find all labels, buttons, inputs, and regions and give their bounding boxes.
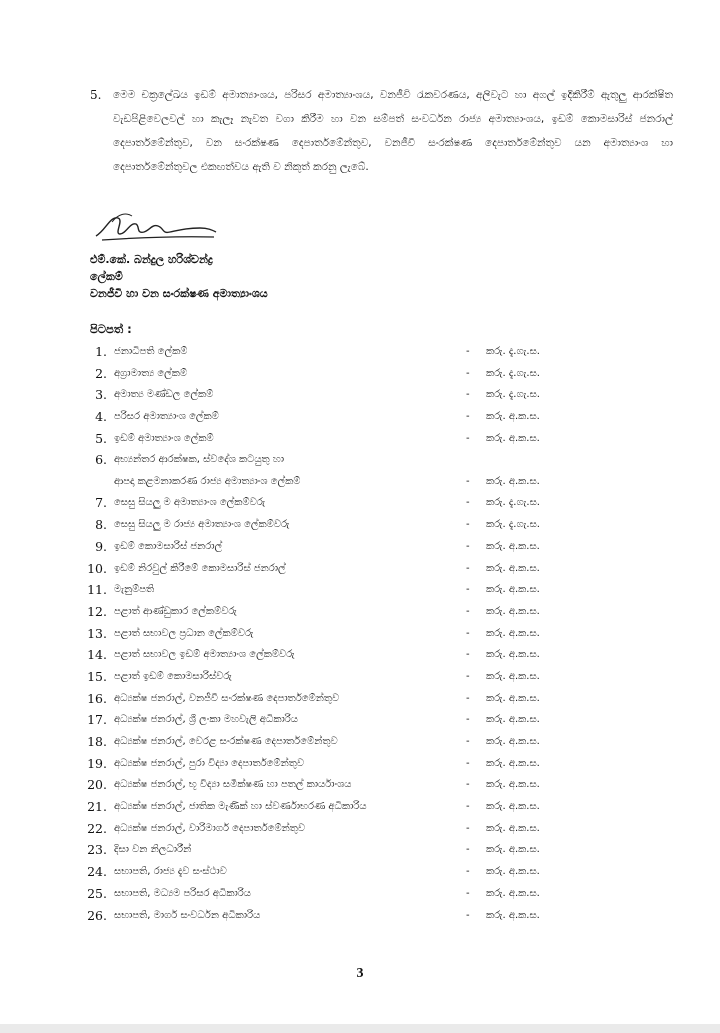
list-item: 2. අග්‍රාමාත්‍ය ලේකම් - කරු. දැ.ගැ.ස. bbox=[95, 365, 540, 381]
copies-list bbox=[84, 342, 604, 927]
list-item: 25. සභාපති, මධ්‍යම පරිසර අධිකාරිය - කරු. අ.ක.ස. bbox=[87, 885, 540, 901]
list-item: 22. අධ්‍යක්ෂ ජනරාල්, වාරිමාර්ග දෙපාර්තමේන්තුව - කරු. අ.ක.ස. bbox=[87, 820, 540, 836]
signature-block bbox=[90, 251, 268, 302]
signature-image bbox=[92, 210, 222, 246]
list-item: 10. ඉඩම් නිරවුල් කිරීමේ කොමසාරිස් ජනරාල් - කරු. අ.ක.ස. bbox=[87, 560, 540, 576]
signatory-name: එම්.කේ. බන්දුල හරිශ්චන්ද්‍ර bbox=[90, 253, 213, 266]
list-item: 15. පළාත් ඉඩම් කොමසාරිස්වරු - කරු. අ.ක.ස. bbox=[87, 668, 540, 684]
list-item: 9. ඉඩම් කොමසාරිස් ජනරාල් - කරු. අ.ක.ස. bbox=[95, 538, 540, 554]
list-item: 14. පළාත් සභාවල ඉඩම් අමාත්‍යාංශ ලේකම්වරු - කරු. අ.ක.ස. bbox=[87, 647, 540, 663]
list-item: 12. පළාත් ආණ්ඩුකාර ලේකම්වරු - කරු. අ.ක.ස. bbox=[87, 603, 540, 619]
paragraph-text: මෙම චක්‍රලේඛය ඉඩම් අමාත්‍යාංශය, පරිසර අමාත්‍යාංශය, වනජීවි රැකවරණය, අලිවැට හා අගල් ඉදිකිරීම් ඇතුලු ආරක්ෂිත වැඩපිළිවෙලවල් හා කැලෑ නැවත වගා කිරීම හා වන සම්පත් සංවර්ධන රාජ්‍ය අමාත්‍යාංශය, ඉඩම් කොමසාරිස් ජනරාල් දෙපාර්තමේන්තුව, වන සංරක්ෂණ දෙපාර්තමේන්තුව, වනජීවී සංරක්ෂණ දෙපාර්තමේන්තුව යන අමාත්‍යාංශ හා දෙපාර්තමේන්තුවල එකඟත්වය ඇති ව නිකුත් කරනු ලැබේ. bbox=[113, 89, 673, 173]
list-item: 8. සෙසු සියලු ම රාජ්‍ය අමාත්‍යාංශ ලේකම්වරු - කරු. දැ.ගැ.ස. bbox=[95, 517, 540, 533]
list-item: 18. අධ්‍යක්ෂ ජනරාල්, වෙරළ සංරක්ෂණ දෙපාර්තමේන්තුව - කරු. අ.ක.ස. bbox=[87, 734, 540, 749]
list-item: 7. සෙසු සියලු ම අමාත්‍යාංශ ලේකම්වරු - කරු. දැ.ගැ.ස. bbox=[95, 495, 540, 511]
list-item: 6. අභ්‍යන්තර ආරක්ෂක, ස්වදේශ කටයුතු හා ආපදා කළමනාකරණ රාජ්‍ය අමාත්‍යාංශ ලේකම් - කරු. අ.ක.ස. bbox=[95, 452, 540, 488]
list-item: 11. මැනුම්පති - කරු. අ.ක.ස. bbox=[87, 582, 540, 598]
bottom-divider bbox=[0, 1024, 720, 1033]
signatory-title: ලේකම් bbox=[90, 270, 123, 283]
paragraph-number: 5. bbox=[90, 88, 102, 102]
list-item: 20. අධ්‍යක්ෂ ජනරාල්, භූ විද්‍යා සමීක්ෂණ හා පතල් කාර්යාංශය - කරු. අ.ක.ස. bbox=[87, 777, 540, 793]
list-item: 1. ජනාධිපති ලේකම් - කරු. දැ.ගැ.ස. bbox=[95, 344, 540, 359]
list-item: 3. අමාත්‍ය මණ්ඩල ලේකම් - කරු. දැ.ගැ.ස. bbox=[95, 387, 540, 403]
list-item: 23. දිසා වන නිලධාරීන් - කරු. අ.ක.ස. bbox=[87, 842, 540, 858]
list-item: 13. පළාත් සභාවල ප්‍රධාන ලේකම්වරු - කරු. අ.ක.ස. bbox=[87, 625, 540, 641]
page-number: 3 bbox=[356, 966, 364, 981]
list-item: 17. අධ්‍යක්ෂ ජනරාල්, ශ්‍රී ලංකා මහවැලි අධිකාරිය - කරු. අ.ක.ස. bbox=[87, 712, 540, 728]
copies-heading: පිටපත් : bbox=[90, 322, 132, 336]
list-item: 5. ඉඩම් අමාත්‍යාංශ ලේකම් - කරු. අ.ක.ස. bbox=[95, 430, 540, 446]
list-item: 16. අධ්‍යක්ෂ ජනරාල්, වනජීවී සංරක්ෂණ දෙපාර්තමේන්තුව - කරු. අ.ක.ස. bbox=[87, 690, 540, 706]
list-item: 24. සභාපති, රාජ්‍ය දැව සංස්ථාව - කරු. අ.ක.ස. bbox=[87, 864, 540, 880]
list-item: 26. සභාපති, මාර්ග සංවර්ධන අධිකාරිය - කරු. අ.ක.ස. bbox=[87, 907, 540, 923]
signatory-ministry: වනජීවී හා වන සංරක්ෂණ අමාත්‍යාංශය bbox=[90, 287, 268, 300]
list-item: 19. අධ්‍යක්ෂ ජනරාල්, පුරා විද්‍යා දෙපාර්තමේන්තුව - කරු. අ.ක.ස. bbox=[87, 755, 540, 771]
list-item: 4. පරිසර අමාත්‍යාංශ ලේකම් - කරු. අ.ක.ස. bbox=[95, 409, 540, 425]
list-item: 21. අධ්‍යක්ෂ ජනරාල්, ජාතික මැණික් හා ස්වර්ණාභරණ අධිකාරිය - කරු. අ.ක.ස. bbox=[87, 799, 540, 815]
